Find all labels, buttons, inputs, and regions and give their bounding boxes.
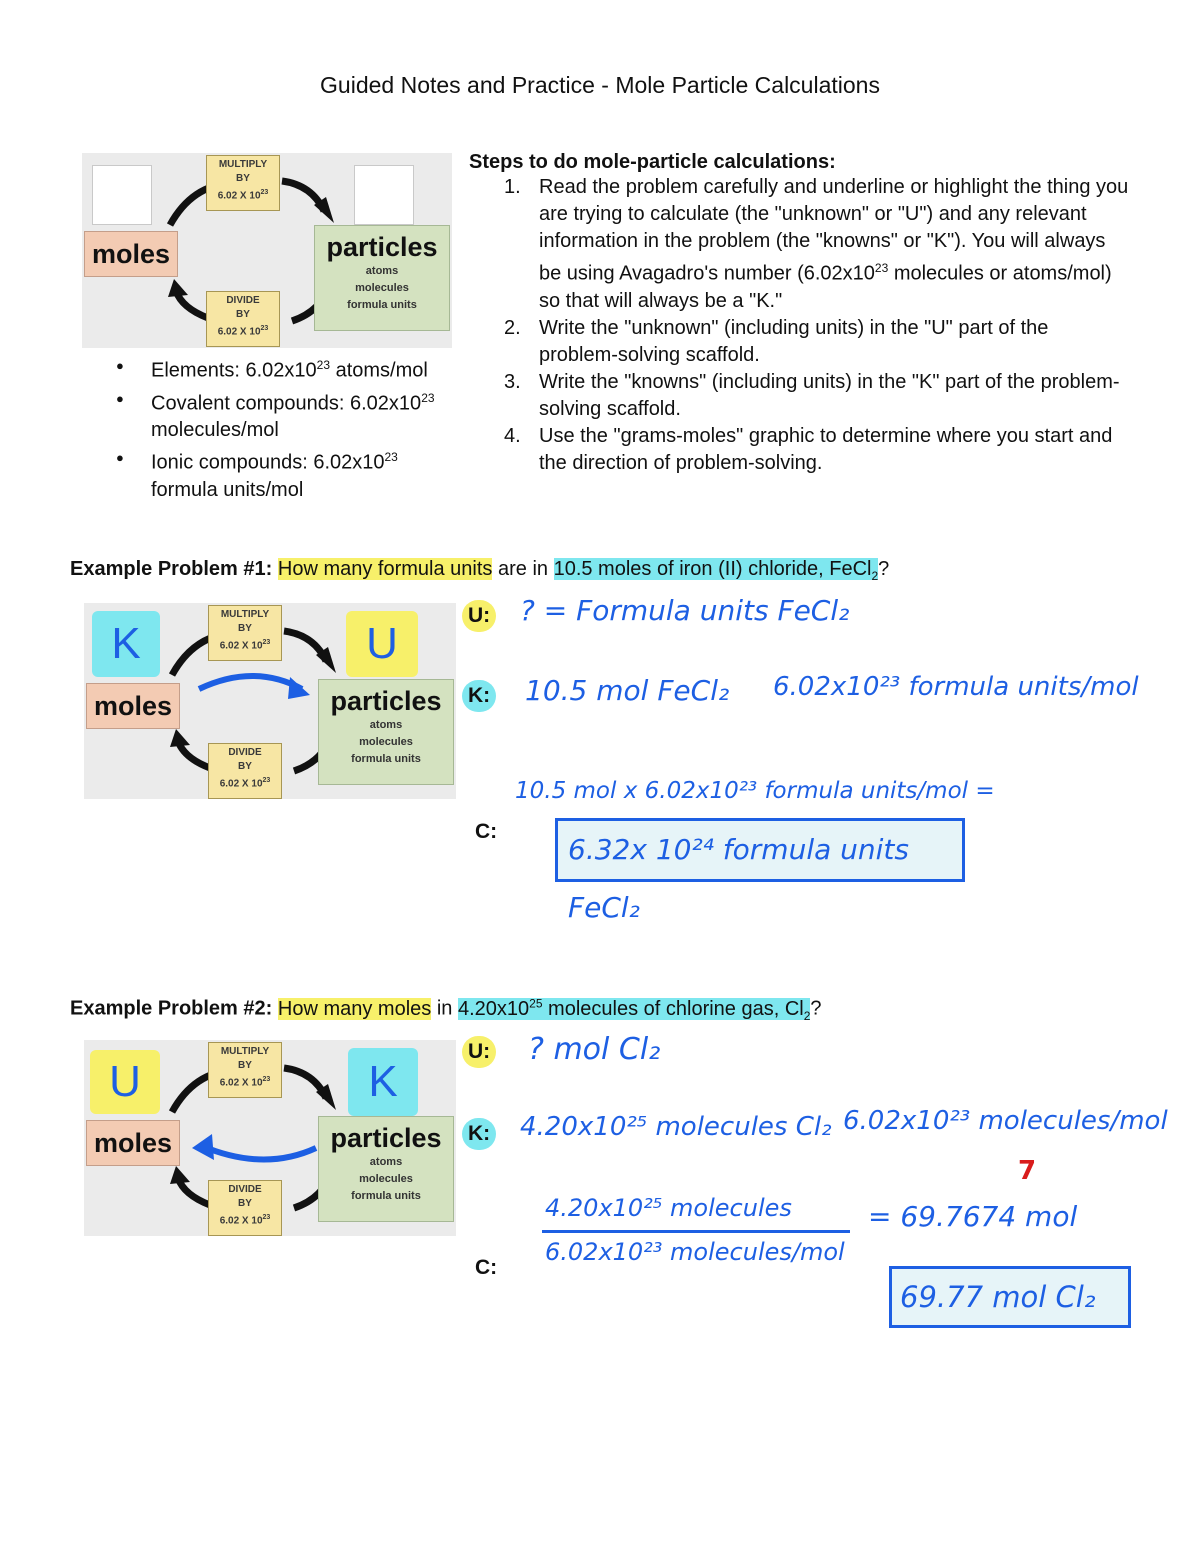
- multiply-box: MULTIPLY BY 6.02 X $10^{23}$: [208, 1042, 282, 1098]
- problem1-c-label: C:: [475, 820, 498, 843]
- direction-arrow: [202, 1146, 316, 1160]
- particles-box: particles atoms molecules formula units: [318, 1116, 454, 1222]
- avogadro-notes: [116, 352, 456, 504]
- problem1-u-work: ? = Formula units FeCl₂: [520, 594, 850, 627]
- page-title: Guided Notes and Practice - Mole Particle Calculations: [320, 72, 880, 98]
- problem1-k-work-avogadro: 6.02x10²³ formula units/mol: [773, 672, 1139, 702]
- problem2-u-label: U:: [462, 1036, 496, 1068]
- multiply-box: MULTIPLY BY 6.02 X $10^{23}$: [206, 155, 280, 211]
- mole-particle-diagram: [82, 153, 452, 348]
- problem2-diagram: [84, 1040, 456, 1236]
- problem2-c-label: C:: [475, 1256, 498, 1279]
- unknown-blank-right: [354, 165, 414, 225]
- list-item: 3. Write the "knowns" (including units) in the "K" part of the problem-solving scaffold.: [504, 370, 1120, 420]
- fraction-bar: [542, 1230, 850, 1233]
- problem2-fraction-numerator: 4.20x10²⁵ molecules: [545, 1194, 792, 1222]
- multiply-box: MULTIPLY BY 6.02 X $10^{23}$: [208, 605, 282, 661]
- problem1-answer-box: [555, 818, 965, 924]
- list-item: 2. Write the "unknown" (including units) in the "U" part of the problem-solving scaffold.: [504, 316, 1049, 366]
- list-item: ● Elements: $6.02x10^{23}$ atoms/mol: [116, 352, 456, 385]
- problem1-k-work-moles: 10.5 mol FeCl₂: [525, 674, 730, 707]
- problem2-question: Example Problem #2: How many moles in $4.20x10^{25}$ molecules of chlorine gas, $Cl_2$?: [70, 996, 822, 1023]
- moles-box: moles: [86, 683, 180, 729]
- list-item: ● Covalent compounds: $6.02x10^{23}$ molecules/mol: [116, 385, 456, 445]
- problem2-answer: 69.77 mol Cl₂: [900, 1280, 1096, 1314]
- list-item: 4. Use the "grams-moles" graphic to determine where you start and the direction of problem-solving.: [504, 424, 1113, 474]
- problem1-c-work: 10.5 mol x 6.02x10²³ formula units/mol =: [515, 778, 995, 804]
- problem2-u-work: ? mol Cl₂: [528, 1032, 661, 1067]
- problem1-u-label: U:: [462, 600, 496, 632]
- steps-list: [469, 174, 1129, 477]
- moles-box: moles: [86, 1120, 180, 1166]
- particles-box: particles atoms molecules formula units: [314, 225, 450, 331]
- known-marker: K: [92, 611, 160, 677]
- divide-box: DIVIDE BY 6.02 X $10^{23}$: [208, 743, 282, 799]
- steps-heading: Steps to do mole-particle calculations:: [469, 151, 836, 173]
- divide-box: DIVIDE BY 6.02 X $10^{23}$: [208, 1180, 282, 1236]
- problem1-k-label: K:: [462, 680, 496, 712]
- moles-box: moles: [84, 231, 178, 277]
- problem2-fraction-denominator: 6.02x10²³ molecules/mol: [545, 1238, 845, 1266]
- divide-box: DIVIDE BY 6.02 X $10^{23}$: [206, 291, 280, 347]
- problem2-k-work-avogadro: 6.02x10²³ molecules/mol: [843, 1106, 1168, 1136]
- problem2-k-label: K:: [462, 1118, 496, 1150]
- problem2-rounding-digit: 7: [1018, 1156, 1037, 1186]
- unknown-blank-left: [92, 165, 152, 225]
- known-marker: K: [348, 1048, 418, 1116]
- problem2-answer-box: [889, 1266, 1131, 1328]
- problem2-k-work-molecules: 4.20x10²⁵ molecules Cl₂: [520, 1112, 832, 1142]
- steps-section: [469, 151, 1129, 477]
- list-item: 1. Read the problem carefully and underline or highlight the thing you are trying to calculate (the "unknown" or "U") and any relevant information in the problem (the "knowns" or "K"). You will always be using Avagadro's number ($6.02x10^{23}$ molecules or atoms/mol) so that will always be a "K.": [504, 176, 1129, 312]
- direction-arrow: [199, 676, 302, 689]
- problem2-unrounded-result: = 69.7674 mol: [868, 1200, 1078, 1233]
- problem1-question: Example Problem #1: How many formula units are in 10.5 moles of iron (II) chloride, FeCl$_2$?: [70, 558, 890, 583]
- unknown-marker: U: [346, 611, 418, 677]
- unknown-marker: U: [90, 1050, 160, 1114]
- particles-box: particles atoms molecules formula units: [318, 679, 454, 785]
- problem1-diagram: [84, 603, 456, 799]
- problem1-answer: 6.32x 10²⁴ formula units FeCl₂: [568, 833, 909, 924]
- list-item: ● Ionic compounds: $6.02x10^{23}$ formula units/mol: [116, 444, 456, 504]
